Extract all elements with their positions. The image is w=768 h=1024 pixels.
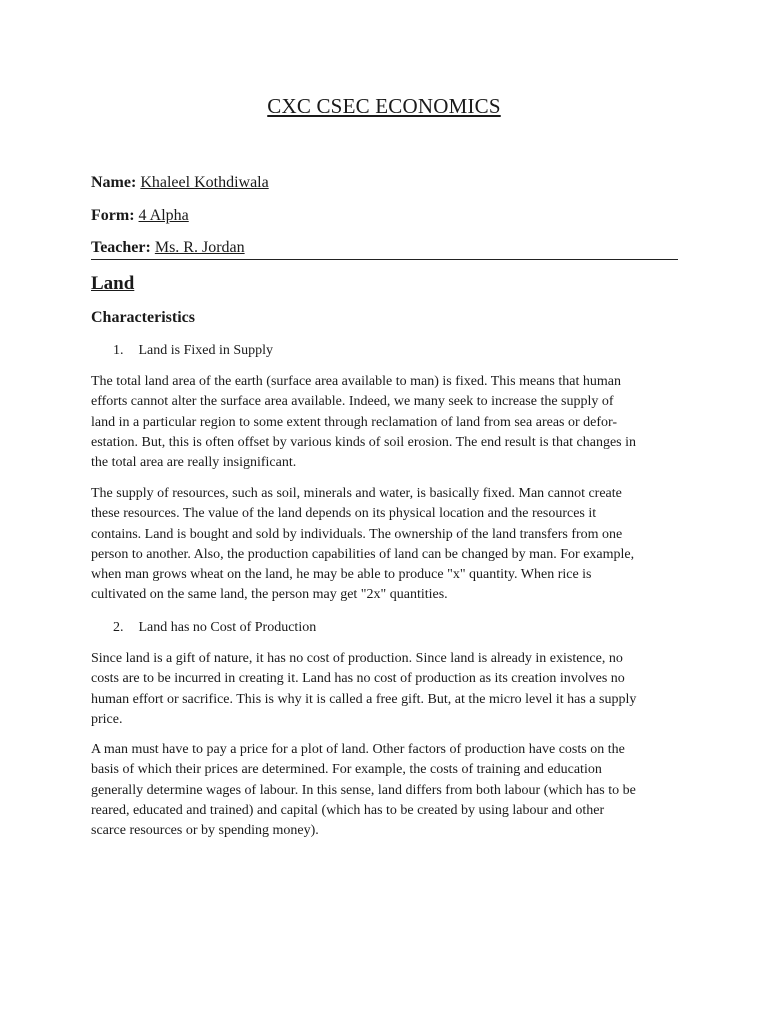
paragraph-line: when man grows wheat on the land, he may be able to produce "x" quantity. When rice is: [91, 567, 592, 583]
paragraph-line: reared, educated and trained) and capital (which has to be created by using labour and other: [91, 802, 605, 818]
paragraph-line: contains. Land is bought and sold by individuals. The ownership of the land transfers from one: [91, 526, 623, 542]
name-value: Khaleel Kothdiwala: [140, 174, 269, 191]
paragraph-line: land in a particular region to some extent through reclamation of land from sea areas or defor-: [91, 414, 618, 430]
paragraph-line: efforts cannot alter the surface area available. Indeed, we many seek to increase the supply of: [91, 394, 614, 410]
paragraph-line: The supply of resources, such as soil, minerals and water, is basically fixed. Man cannot create: [91, 486, 622, 501]
paragraph-line: these resources. The value of the land depends on its physical location and the resources it: [91, 506, 597, 522]
list-item-number: 2.: [113, 620, 124, 635]
paragraph: [91, 649, 685, 730]
teacher-value: Ms. R. Jordan: [154, 239, 245, 256]
paragraph: [91, 740, 685, 841]
paragraph-line: human effort or sacrifice. This is why it is called a free gift. But, at the micro level it has a supply: [91, 691, 637, 707]
document-title: CXC CSEC ECONOMICS: [267, 94, 501, 118]
list-item-number: 1.: [113, 343, 124, 358]
paragraph: [91, 484, 685, 606]
teacher-label: Teacher:: [91, 239, 151, 256]
paragraph-line: basis of which their prices are determined. For example, the costs of training and education: [91, 762, 602, 778]
teacher-field: [91, 238, 245, 258]
paragraph-line: The total land area of the earth (surface area available to man) is fixed. This means that human: [91, 374, 621, 389]
student-name-field: [91, 173, 269, 193]
paragraph-line: generally determine wages of labour. In this sense, land differs from both labour (which has to be: [91, 782, 636, 798]
list-item: [113, 342, 273, 360]
paragraph-line: person to another. Also, the production capabilities of land can be changed by man. For example,: [91, 546, 635, 562]
list-item-label: Land has no Cost of Production: [138, 620, 317, 635]
paragraph-line: the total area are really insignificant.: [91, 455, 297, 471]
form-label: Form:: [91, 207, 135, 224]
section-heading: Land: [91, 273, 135, 294]
sub-heading: Characteristics: [91, 309, 195, 326]
paragraph-line: price.: [91, 711, 123, 727]
list-item: [113, 619, 316, 637]
paragraph: [91, 372, 685, 473]
paragraph-line: costs are to be incurred in creating it. Land has no cost of production as its creation involves no: [91, 671, 625, 687]
name-label: Name:: [91, 174, 137, 191]
paragraph-line: estation. But, this is often offset by various kinds of soil erosion. The end result is that changes in: [91, 434, 637, 450]
paragraph-line: scarce resources or by spending money).: [91, 823, 319, 839]
form-field: [91, 206, 189, 226]
paragraph-line: Since land is a gift of nature, it has no cost of production. Since land is already in existence, no: [91, 651, 623, 666]
header-divider: [91, 259, 678, 260]
list-item-label: Land is Fixed in Supply: [138, 343, 274, 358]
form-value: 4 Alpha: [138, 207, 189, 224]
paragraph-line: A man must have to pay a price for a plot of land. Other factors of production have costs on the: [91, 742, 625, 757]
paragraph-line: cultivated on the same land, the person may get "2x" quantities.: [91, 587, 448, 603]
